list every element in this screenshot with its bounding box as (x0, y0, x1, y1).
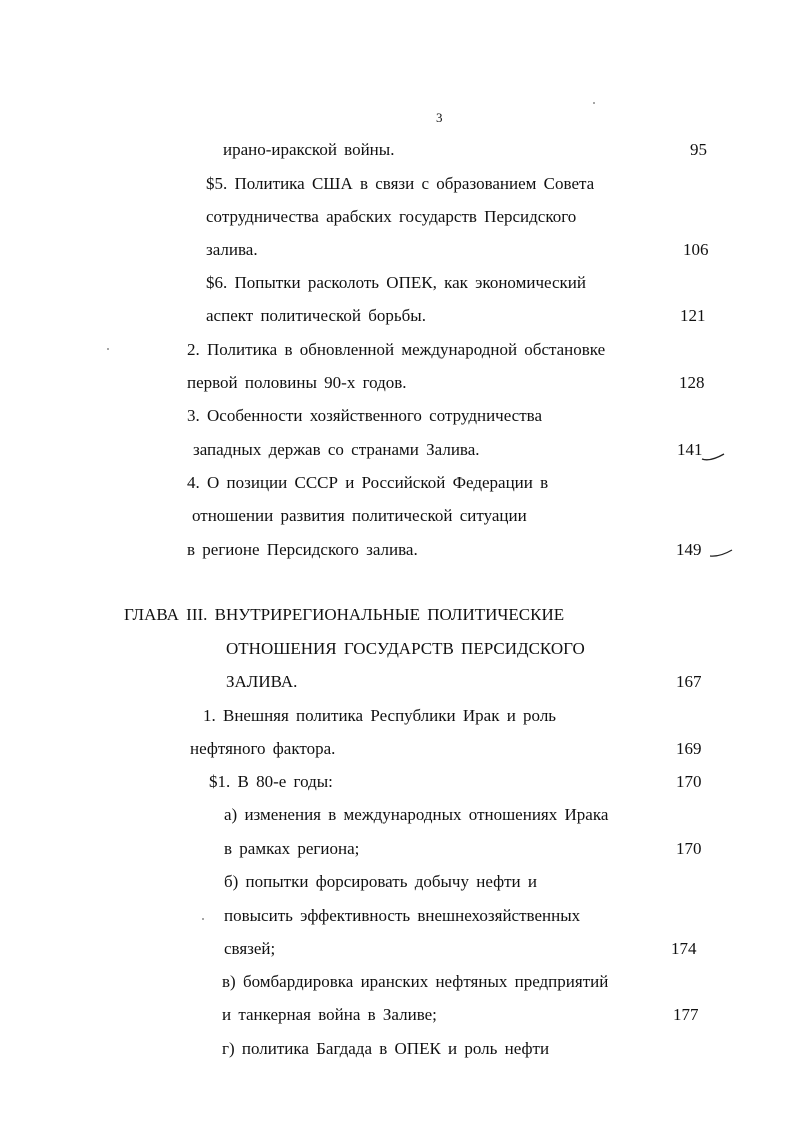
toc-line: а) изменения в международных отношениях Ирака (224, 805, 609, 824)
toc-page-number: 106 (683, 240, 709, 259)
toc-page-number: 170 (676, 772, 702, 791)
toc-chapter-heading: ОТНОШЕНИЯ ГОСУДАРСТВ ПЕРСИДСКОГО (226, 639, 585, 658)
toc-line: 2. Политика в обновленной международной обстановке (187, 340, 606, 359)
toc-line: отношении развития политической ситуации (192, 506, 527, 525)
toc-line: первой половины 90-х годов. (187, 373, 407, 392)
toc-line: 1. Внешняя политика Республики Ирак и роль (203, 706, 557, 725)
toc-page-number: 149 (676, 540, 702, 559)
toc-line: и танкерная война в Заливе; (222, 1005, 437, 1024)
toc-line: сотрудничества арабских государств Персидского (206, 207, 577, 226)
toc-line: б) попытки форсировать добычу нефти и (224, 872, 537, 891)
toc-line: г) политика Багдада в ОПЕК и роль нефти (222, 1039, 550, 1058)
toc-page-number: 95 (690, 140, 707, 159)
scan-speck (593, 102, 595, 104)
pen-tick-mark (708, 545, 734, 561)
scan-speck (107, 348, 109, 350)
toc-line: нефтяного фактора. (190, 739, 336, 758)
toc-chapter-heading: ЗАЛИВА. (226, 672, 298, 691)
toc-line: 4. О позиции СССР и Российской Федерации в (187, 473, 549, 492)
page-number: 3 (436, 110, 443, 125)
toc-line: аспект политической борьбы. (206, 306, 426, 325)
toc-page-number: 177 (673, 1005, 699, 1024)
toc-line: в) бомбардировка иранских нефтяных предприятий (222, 972, 609, 991)
toc-line: повысить эффективность внешнехозяйственных (224, 906, 581, 925)
toc-page-number: 169 (676, 739, 702, 758)
toc-line: в регионе Персидского залива. (187, 540, 418, 559)
toc-page-number: 128 (679, 373, 705, 392)
toc-page-number: 174 (671, 939, 697, 958)
toc-line: западных держав со странами Залива. (193, 440, 480, 459)
toc-page-number: 167 (676, 672, 702, 691)
toc-line: в рамках региона; (224, 839, 360, 858)
toc-page-number: 141 (677, 440, 703, 459)
toc-line: $6. Попытки расколоть ОПЕК, как экономический (206, 273, 586, 292)
toc-chapter-heading: ГЛАВА III. ВНУТРИРЕГИОНАЛЬНЫЕ ПОЛИТИЧЕСКИЕ (124, 605, 565, 624)
toc-line: ирано-иракской войны. (223, 140, 395, 159)
toc-line: связей; (224, 939, 276, 958)
toc-line: $5. Политика США в связи с образованием Совета (206, 174, 595, 193)
toc-line: 3. Особенности хозяйственного сотрудничества (187, 406, 543, 425)
toc-line: залива. (206, 240, 258, 259)
pen-tick-mark (700, 448, 726, 464)
toc-page-number: 121 (680, 306, 706, 325)
scan-speck (202, 918, 204, 920)
toc-page-number: 170 (676, 839, 702, 858)
toc-line: $1. В 80-е годы: (209, 772, 333, 791)
